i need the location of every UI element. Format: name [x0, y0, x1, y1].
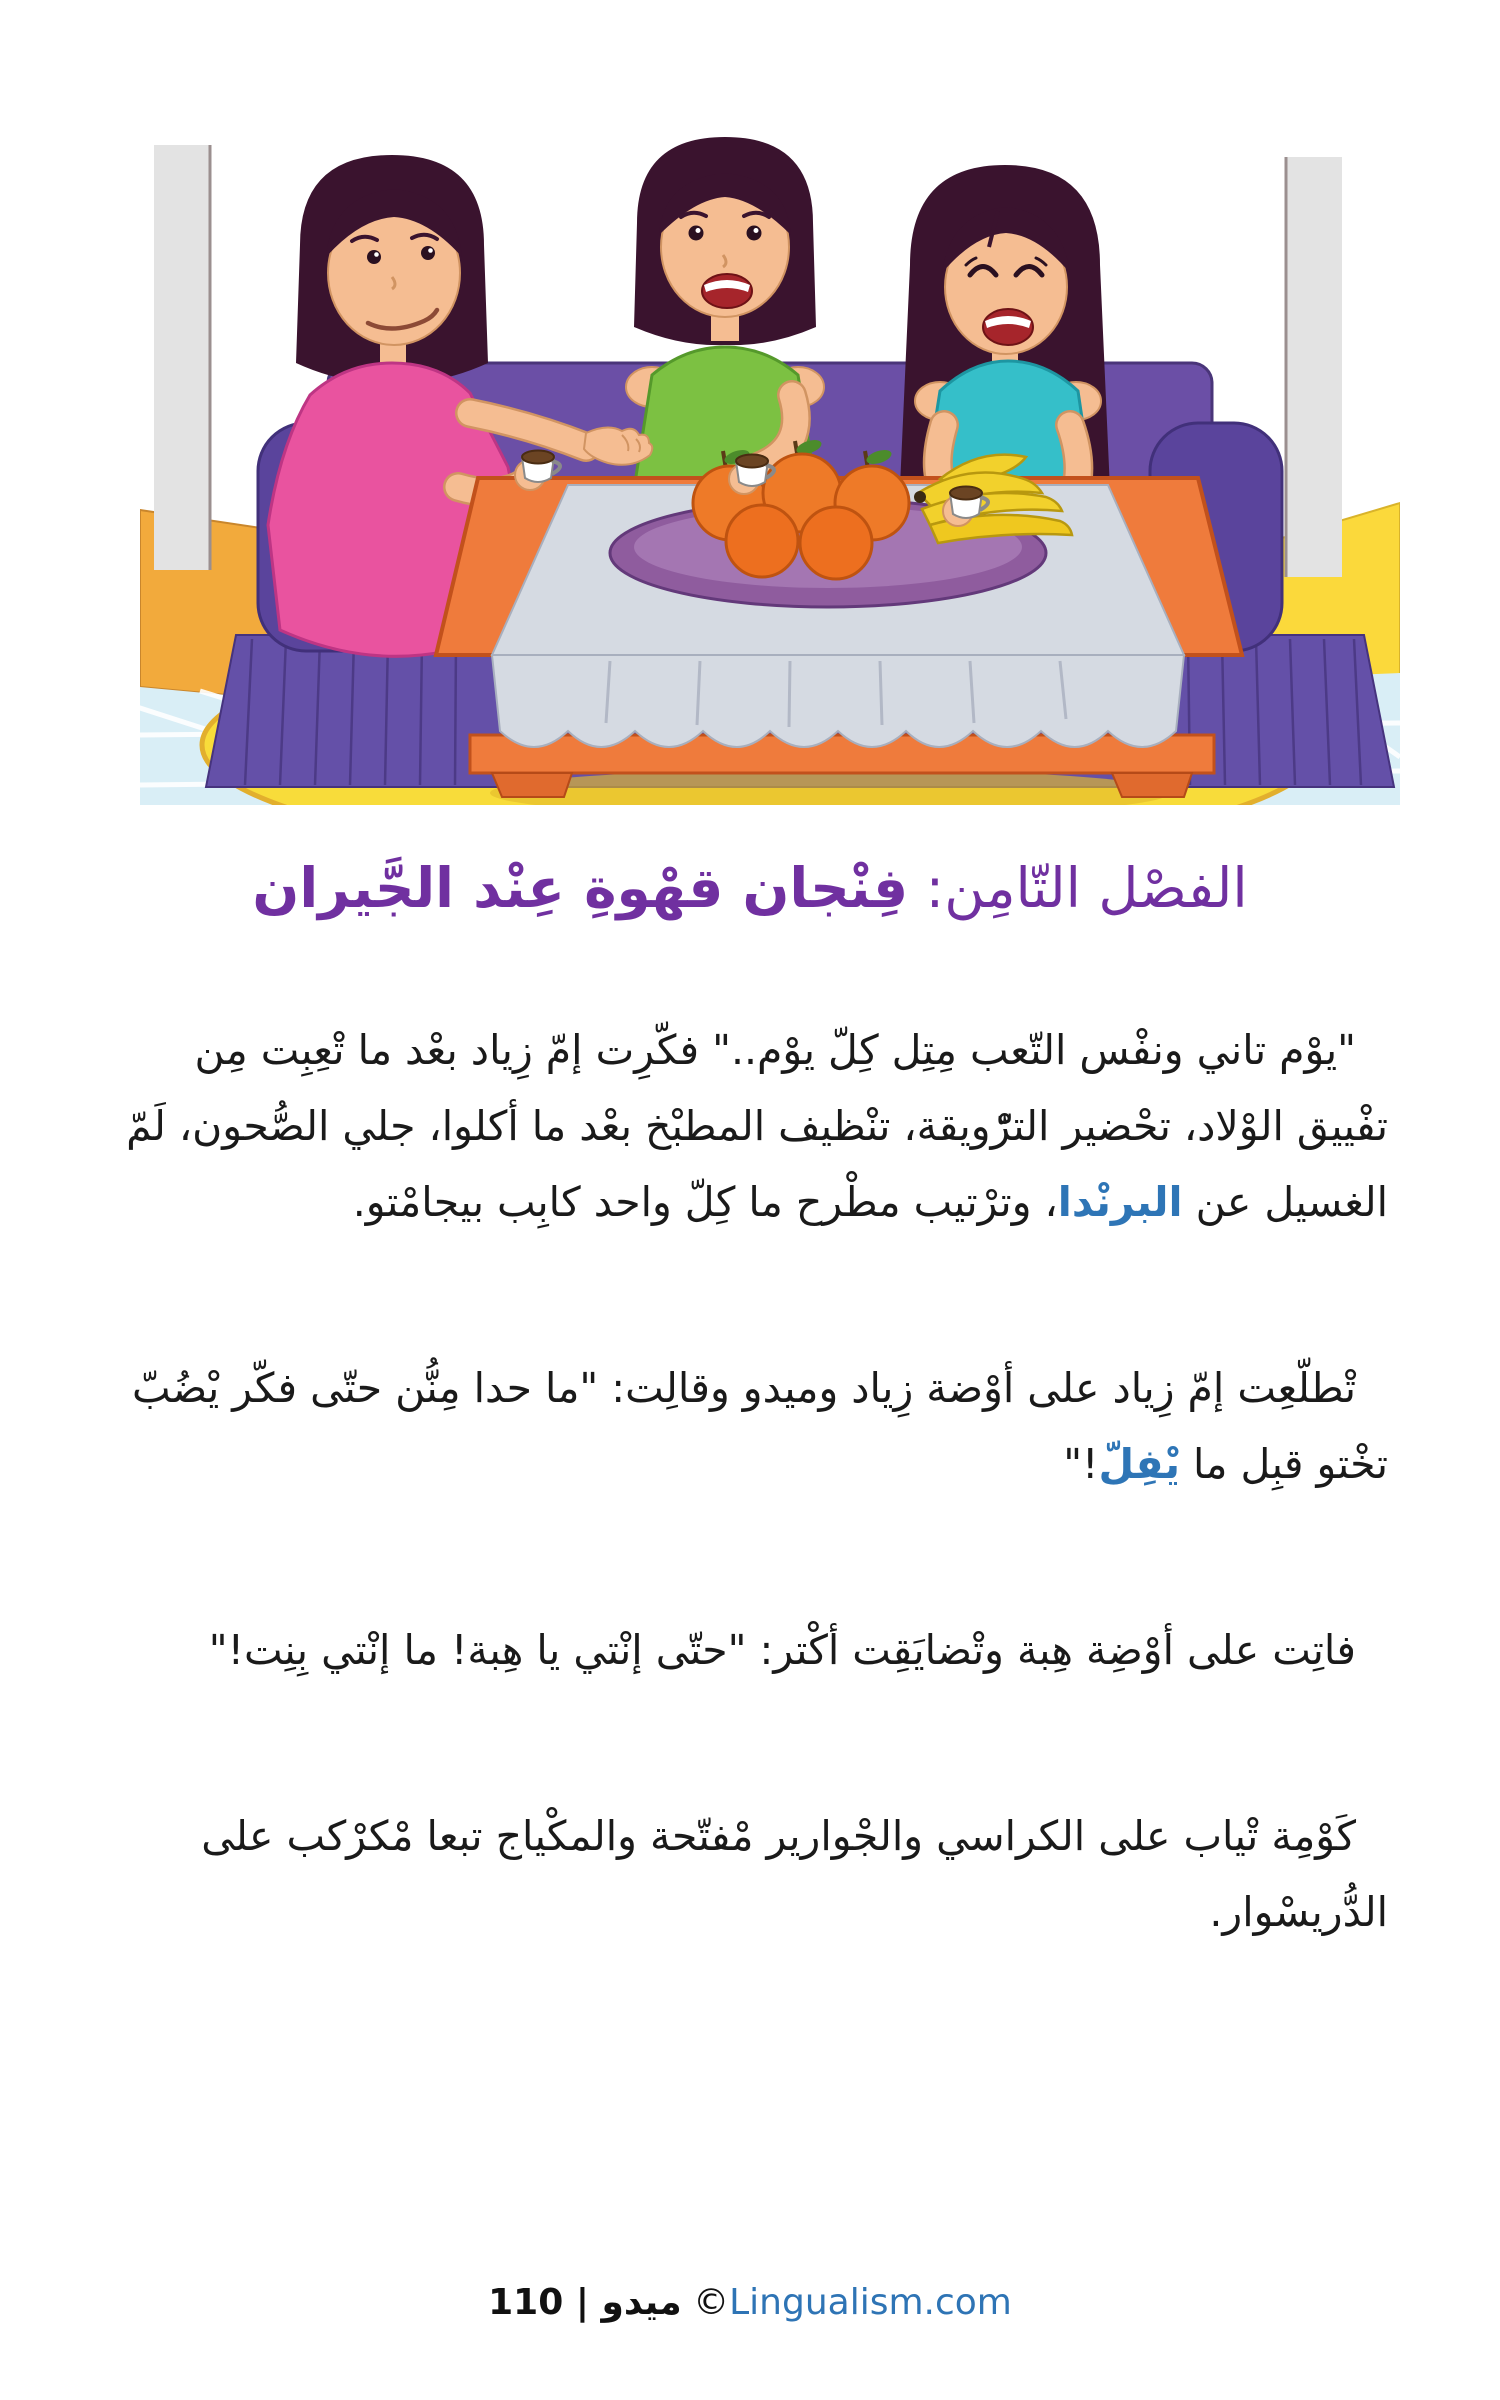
story-paragraph: [112, 1012, 1388, 1240]
story-paragraphs: [112, 1012, 1388, 2060]
story-text: تْطلّعِت إمّ زِياد على أوْضة زِياد وميدو وقالِت: "ما حدا مِنُّن حتّى فكّر يْضُبّ تخْتو قبِل ما: [132, 1364, 1388, 1488]
page-number: 110: [488, 2282, 564, 2323]
vocab-word: يْفِلّ: [1098, 1440, 1180, 1488]
page-footer: [0, 2282, 1500, 2323]
chapter-title-prefix: الفصْل التّامِن:: [908, 856, 1248, 920]
chapter-title: [0, 856, 1500, 920]
story-text: كَوْمِة تْياب على الكراسي والجْوارير مْفتّحة والمكْياج تبعا مْكرْكب على الدُّريسْوار.: [201, 1812, 1388, 1936]
book-title: ميدو: [601, 2282, 682, 2323]
story-text: فاتِت على أوْضِة هِبة وتْضايَقِت أكْتر: "حتّى إنْتي يا هِبة! ما إنْتي بِنِت!": [208, 1626, 1356, 1674]
copyright-symbol: ©: [681, 2282, 730, 2323]
story-illustration: [140, 95, 1400, 805]
publisher-link[interactable]: Lingualism.com: [729, 2282, 1012, 2323]
vocab-word: البرنْدا: [1057, 1178, 1183, 1226]
story-text: !": [1063, 1440, 1099, 1488]
story-text: "يوْم تاني ونفْس التّعب مِتِل كِلّ يوْم.." فكّرِت إمّ زِياد بعْد ما تْعِبِت مِن تفْييق الوْلاد، تحْضير الترّْويقة، تنْظيف المطبْخ بعْد ما أكلوا، جلي الصُّحون، لَمّ الغسيل عن: [126, 1026, 1388, 1226]
story-paragraph: [112, 1612, 1388, 1688]
story-paragraph: [112, 1350, 1388, 1502]
story-text: ، وترْتيب مطْرح ما كِلّ واحد كابِب بيجامْتو.: [352, 1178, 1058, 1226]
chapter-title-main: فِنْجان قهْوةِ عِنْد الجَّيران: [252, 856, 909, 920]
footer-separator: |: [563, 2282, 602, 2323]
story-paragraph: [112, 1798, 1388, 1950]
